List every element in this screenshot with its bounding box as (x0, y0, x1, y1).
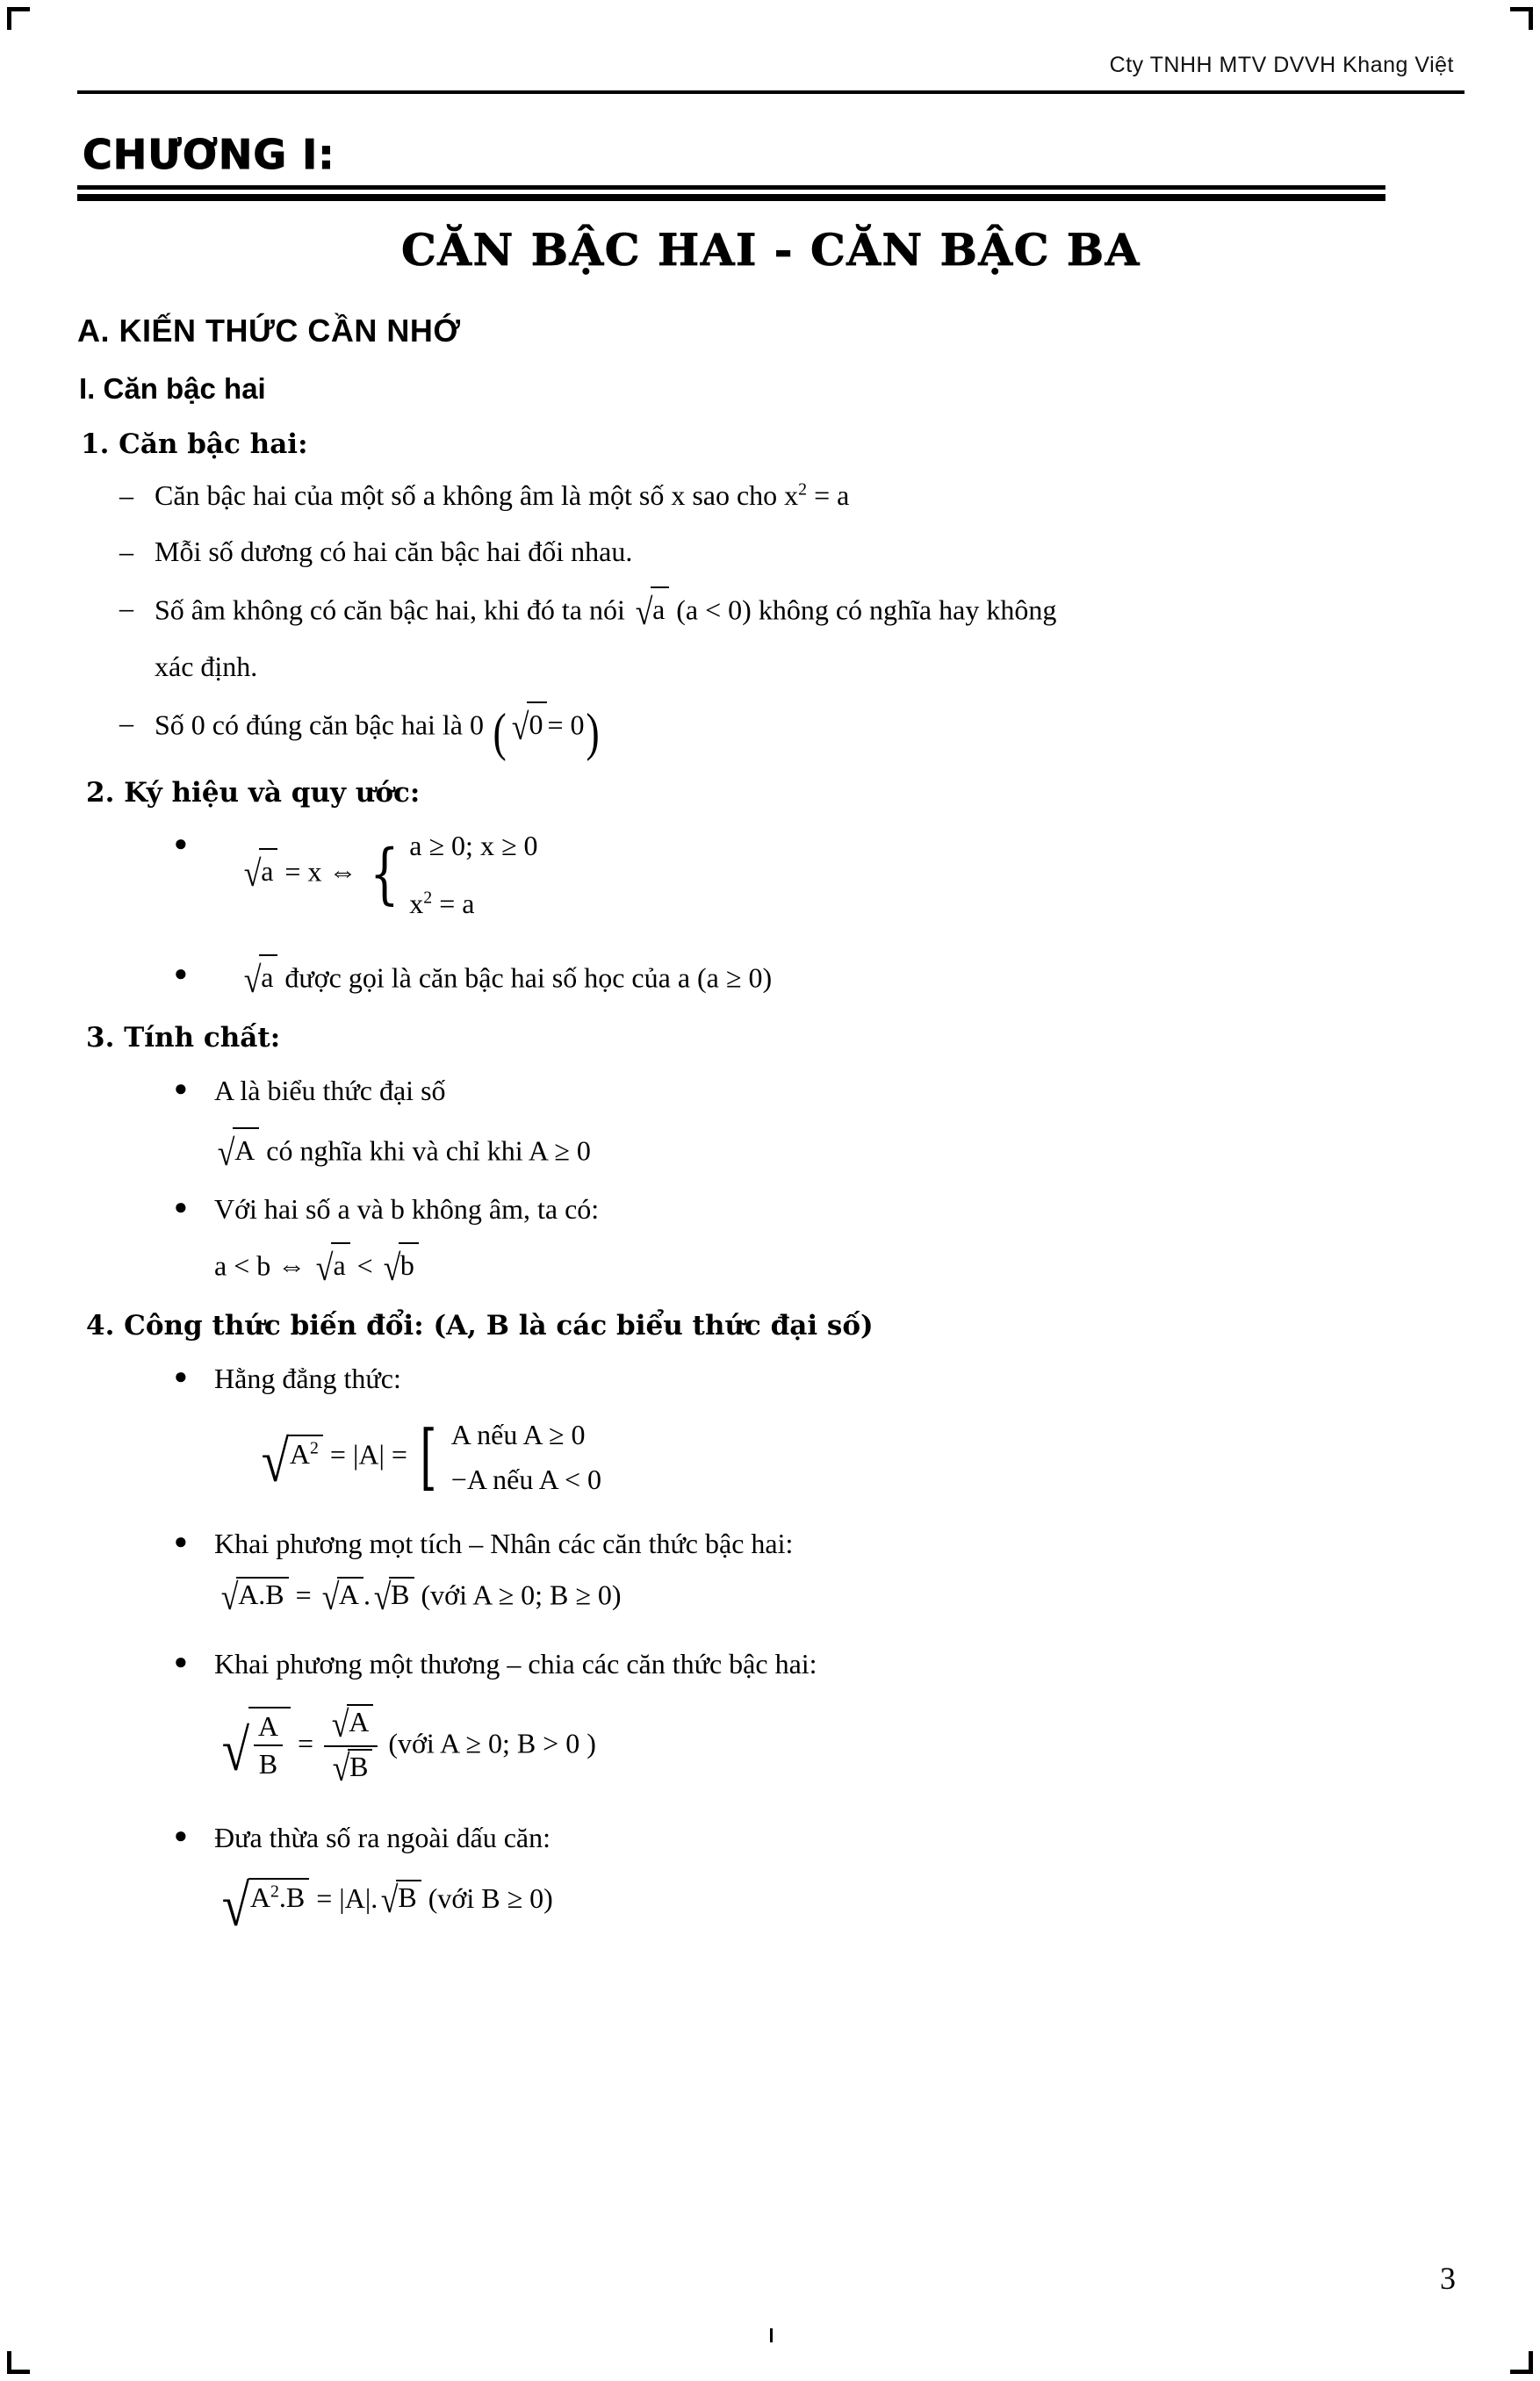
equation-extract-factor (218, 1872, 1464, 1939)
left-bracket-icon: [ (420, 1415, 437, 1500)
bullet-marker: ● (174, 1075, 188, 1102)
bullet-marker: ● (174, 1194, 188, 1220)
bullet-marker: ● (174, 1822, 188, 1848)
list-item (174, 1357, 1464, 1399)
brace-rows (402, 824, 537, 924)
chapter-rule-thin (77, 185, 1385, 190)
list-item (119, 586, 1464, 687)
item-1-heading: 1. Căn bậc hai: (81, 428, 308, 460)
list-item-text-line2: xác định. (155, 650, 258, 682)
list-item (119, 474, 1464, 516)
bullet-marker: ● (174, 831, 188, 857)
list-item-text: Hằng đẳng thức: (214, 1362, 401, 1394)
list-item-text-lead: Với hai số a và b không âm, ta có: (214, 1193, 600, 1226)
list-item-text-lead: Số 0 có đúng căn bậc hai là 0 (155, 709, 484, 741)
list-item (174, 1069, 1464, 1172)
radical-expression (218, 1872, 309, 1939)
radicand: $A^2$ (288, 1435, 323, 1471)
radical-expression: √B (371, 1577, 414, 1616)
list-item-text: Căn bậc hai của một số a không âm là một số x sao cho $x^2 = a$ (155, 479, 850, 511)
right-paren: ) (586, 702, 601, 762)
radical-expression: √A.B (218, 1577, 289, 1616)
list-item (119, 530, 1464, 572)
item-2-heading: 2. Ký hiệu và quy ước: (86, 777, 421, 809)
radical-sign-icon: √ (380, 1879, 399, 1921)
equation-identity (257, 1415, 1464, 1500)
crop-mark-top-left-vertical (7, 7, 11, 30)
list-item-text-lead: A là biểu thức đại số (214, 1075, 446, 1107)
list-item (174, 1643, 1464, 1685)
radical-sign-icon: √ (221, 1872, 250, 1939)
radical-expression: √a (241, 954, 277, 999)
list-item-text (214, 1188, 599, 1287)
radical-expression: √b (380, 1242, 419, 1287)
radical-sign-icon: √ (221, 1717, 250, 1784)
list-item-text: Đưa thừa số ra ngoài dấu căn: (214, 1821, 551, 1853)
list-item-text: Khai phương mọt tích – Nhân các căn thức bậc hai: (214, 1527, 794, 1559)
list-item-text (241, 954, 772, 999)
radical-sign-icon: √ (261, 1428, 290, 1495)
subsection-i-heading: I. Căn bậc hai (79, 372, 266, 405)
radical-sign-icon: √ (315, 1247, 334, 1289)
equation-operator: = |A|. (316, 1881, 378, 1914)
list-item (174, 954, 1464, 999)
page-content (77, 53, 1464, 1939)
radical-sign-icon: √ (331, 1703, 349, 1745)
equation-operator: = x ⇔ (284, 855, 357, 888)
bracket-system (414, 1415, 601, 1500)
item-3-heading: 3. Tính chất: (86, 1022, 281, 1054)
left-paren: ( (493, 702, 507, 762)
equation-operator: = (297, 1727, 314, 1759)
radical-expression (257, 1428, 323, 1495)
list-item (119, 701, 1464, 762)
dash-marker: – (119, 592, 133, 623)
list-item-text: Khai phương một thương – chia các căn thức bậc hai: (214, 1647, 817, 1680)
radical-expression: √A (319, 1577, 363, 1616)
fraction-numerator: √A (323, 1704, 378, 1745)
list-item-text-tail: (a < 0) không có nghĩa hay không (676, 593, 1057, 626)
left-brace-icon: { (370, 835, 400, 913)
bullet-marker: ● (174, 1648, 188, 1674)
equation-operator: = |A| = (329, 1438, 407, 1471)
radical-sign-icon: √ (511, 706, 529, 748)
dash-marker: – (119, 479, 133, 511)
equation-tail: = 0 (547, 709, 585, 741)
radical-expression: √A (214, 1127, 259, 1172)
equation-condition: (với B ≥ 0) (428, 1881, 553, 1914)
bracket-row-2: −A nếu A < 0 (450, 1463, 601, 1495)
bullet-marker: ● (174, 1363, 188, 1389)
radical-sign-icon: √ (220, 1576, 239, 1618)
list-item (174, 1188, 1464, 1287)
list-item-text (155, 701, 602, 762)
equation-quotient-rule (218, 1704, 1464, 1788)
equation-line (214, 1242, 419, 1287)
list-item (174, 824, 1464, 924)
chapter-title: CĂN BẬC HAI - CĂN BẬC BA (401, 224, 1141, 276)
publisher-header: Cty TNHH MTV DVVH Khang Việt (1109, 53, 1454, 77)
radical-sign-icon: √ (321, 1576, 340, 1618)
fraction: $\frac{A}{B}$ (253, 1710, 284, 1780)
equation-multiply: . (363, 1579, 371, 1611)
equation-condition: (với A ≥ 0; B > 0 ) (388, 1727, 596, 1759)
radical-expression: √a (313, 1242, 349, 1287)
item-4-heading: 4. Công thức biến đổi: (A, B là các biểu thức đại số) (86, 1309, 874, 1342)
section-a-heading: A. KIẾN THỨC CẦN NHỚ (77, 313, 461, 349)
brace-row-2: $x^2 = a$ (409, 888, 475, 920)
list-item (174, 1522, 1464, 1565)
dash-marker: – (119, 536, 133, 567)
equation-system (241, 824, 538, 924)
radical-sign-icon: √ (243, 959, 262, 1001)
equation-tail: có nghĩa khi và chỉ khi A ≥ 0 (266, 1134, 591, 1167)
radical-expression: √a (632, 586, 669, 631)
list-item (174, 1816, 1464, 1859)
list-item-text (214, 1069, 591, 1172)
page-number: 3 (1440, 2261, 1456, 2296)
brace-row-1: a ≥ 0; x ≥ 0 (409, 830, 538, 862)
fraction-denominator: √B (324, 1745, 378, 1788)
radical-expression: √a (241, 848, 277, 893)
equation-line (214, 1127, 591, 1172)
radical-sign-icon: √ (243, 852, 262, 895)
equation-operator: < (356, 1249, 373, 1282)
list-item-text (155, 586, 1056, 687)
chapter-rule-thick (77, 194, 1385, 201)
radical-sign-icon: √ (373, 1576, 392, 1618)
radicand (248, 1707, 291, 1780)
radical-sign-icon: √ (332, 1748, 350, 1790)
equation-lead: a < b ⇔ (214, 1249, 306, 1282)
crop-mark-bottom-left-vertical (7, 2351, 11, 2374)
radical-sign-icon: √ (635, 591, 653, 633)
center-registration-mark (770, 2328, 773, 2342)
list-item-text: Mỗi số dương có hai căn bậc hai đối nhau. (155, 536, 633, 567)
bracket-rows (443, 1419, 601, 1496)
equation-product-rule (218, 1577, 1464, 1616)
header-rule (77, 90, 1464, 94)
brace-system (363, 824, 537, 924)
list-item-text-lead: Số âm không có căn bậc hai, khi đó ta nói (155, 593, 625, 626)
list-item-text-tail: được gọi là căn bậc hai số học của a (a ≥ 0) (284, 961, 773, 994)
radical-expression: √B (378, 1880, 421, 1919)
dash-marker: – (119, 706, 133, 738)
radical-expression (218, 1707, 291, 1784)
radical-expression: √0 (508, 701, 547, 746)
equation-operator: = (295, 1579, 312, 1611)
radical-sign-icon: √ (217, 1132, 235, 1174)
bullet-marker: ● (174, 1528, 188, 1554)
fraction (323, 1704, 378, 1788)
bullet-marker: ● (174, 960, 188, 987)
radical-sign-icon: √ (383, 1247, 401, 1289)
radicand: $A^2.B$ (248, 1878, 309, 1914)
chapter-label: CHƯƠNG I: (83, 131, 335, 178)
equation-condition: (với A ≥ 0; B ≥ 0) (421, 1579, 622, 1611)
bracket-row-1: A nếu A ≥ 0 (450, 1418, 586, 1450)
crop-mark-top-right-vertical (1529, 7, 1533, 30)
crop-mark-bottom-right-vertical (1529, 2351, 1533, 2374)
